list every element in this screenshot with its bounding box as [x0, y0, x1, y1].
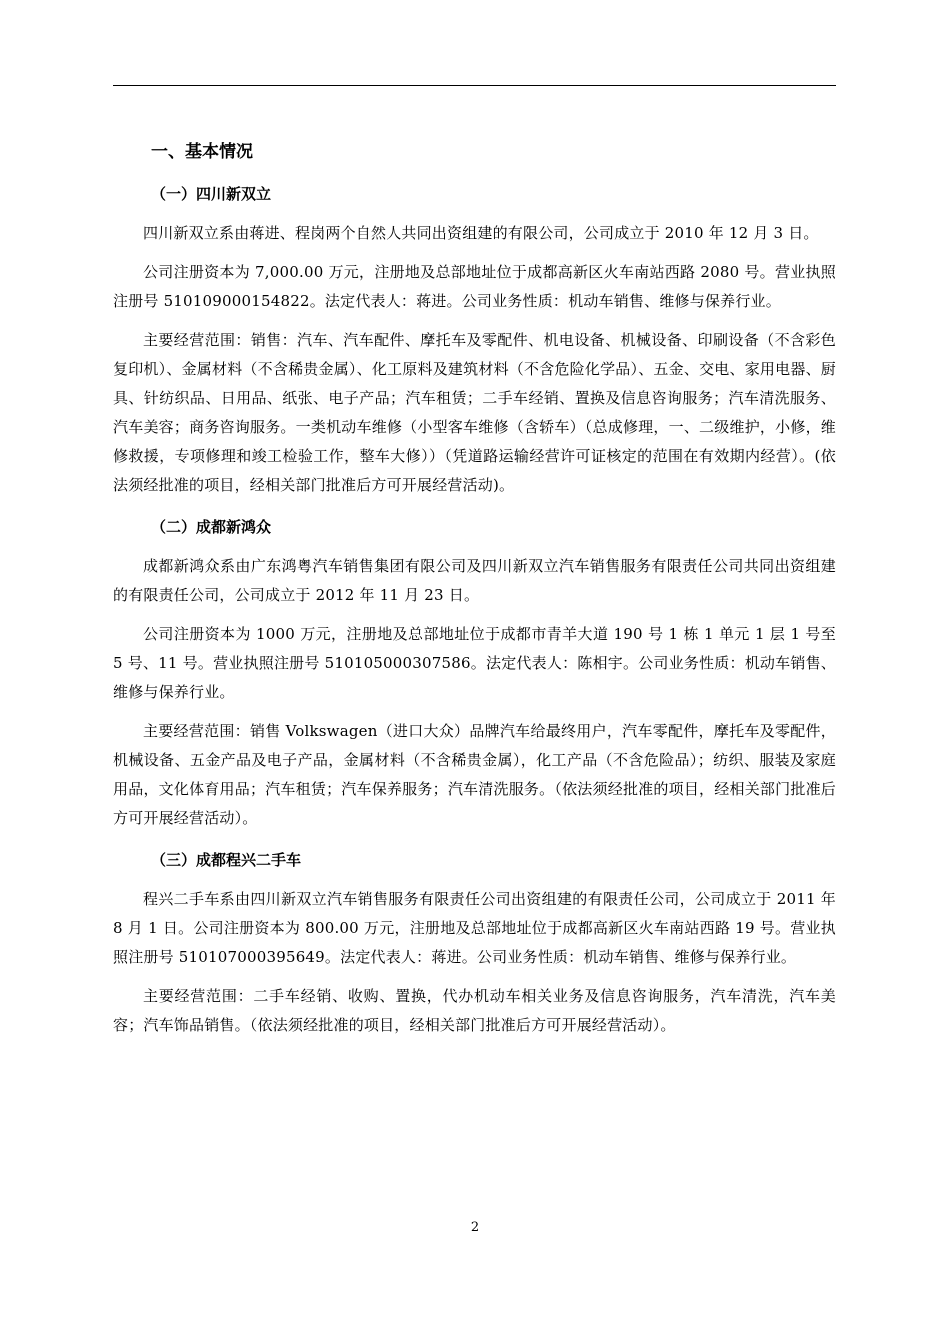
- header-rule: [113, 85, 836, 86]
- section-chengdu-xinhongzhong: [113, 514, 836, 833]
- document-body: [113, 137, 836, 1050]
- paragraph: 公司注册资本为 7,000.00 万元，注册地及总部地址位于成都高新区火车南站西路 2080 号。营业执照注册号 510109000154822。法定代表人：蒋进。公司业务性质：机动车销售、维修与保养行业。: [113, 263, 836, 310]
- section-title: （二）成都新鸿众: [151, 518, 272, 536]
- main-heading: 一、基本情况: [151, 142, 253, 162]
- section-title: （三）成都程兴二手车: [151, 851, 302, 869]
- paragraph: 程兴二手车系由四川新双立汽车销售服务有限责任公司出资组建的有限责任公司，公司成立于 2011 年 8 月 1 日。公司注册资本为 800.00 万元，注册地及总部地址位于成都高新区火车南站西路 19 号。营业执照注册号 510107000395649。法定代表人：蒋进。公司业务性质：机动车销售、维修与保养行业。: [113, 890, 836, 966]
- paragraph: 主要经营范围：销售 Volkswagen（进口大众）品牌汽车给最终用户，汽车零配件，摩托车及零配件，机械设备、五金产品及电子产品，金属材料（不含稀贵金属），化工产品（不含危险品）；纺织、服装及家庭用品，文化体育用品；汽车租赁；汽车保养服务；汽车清洗服务。（依法须经批准的项目，经相关部门批准后方可开展经营活动）。: [113, 722, 836, 827]
- section-chengdu-chengxing-used-cars: [113, 847, 836, 1040]
- page-number: 2: [470, 1220, 480, 1235]
- section-sichuan-xinshuangli: [113, 181, 836, 500]
- section-title: （一）四川新双立: [151, 185, 272, 203]
- paragraph: 主要经营范围：销售：汽车、汽车配件、摩托车及零配件、机电设备、机械设备、印刷设备（不含彩色复印机）、金属材料（不含稀贵金属）、化工原料及建筑材料（不含危险化学品）、五金、交电、家用电器、厨具、针纺织品、日用品、纸张、电子产品；汽车租赁；二手车经销、置换及信息咨询服务；汽车清洗服务、汽车美容；商务咨询服务。一类机动车维修（小型客车维修（含轿车）（总成修理，一、二级维护，小修，维修救援，专项修理和竣工检验工作，整车大修））（凭道路运输经营许可证核定的范围在有效期内经营）。(依法须经批准的项目，经相关部门批准后方可开展经营活动)。: [113, 331, 836, 494]
- paragraph: 主要经营范围：二手车经销、收购、置换，代办机动车相关业务及信息咨询服务，汽车清洗，汽车美容；汽车饰品销售。（依法须经批准的项目，经相关部门批准后方可开展经营活动）。: [113, 987, 836, 1034]
- paragraph: 四川新双立系由蒋进、程岗两个自然人共同出资组建的有限公司，公司成立于 2010 年 12 月 3 日。: [143, 224, 819, 242]
- paragraph: 成都新鸿众系由广东鸿粤汽车销售集团有限公司及四川新双立汽车销售服务有限责任公司共同出资组建的有限责任公司，公司成立于 2012 年 11 月 23 日。: [113, 557, 836, 604]
- paragraph: 公司注册资本为 1000 万元，注册地及总部地址位于成都市青羊大道 190 号 1 栋 1 单元 1 层 1 号至 5 号、11 号。营业执照注册号 510105000307586。法定代表人：陈相宇。公司业务性质：机动车销售、维修与保养行业。: [113, 625, 836, 701]
